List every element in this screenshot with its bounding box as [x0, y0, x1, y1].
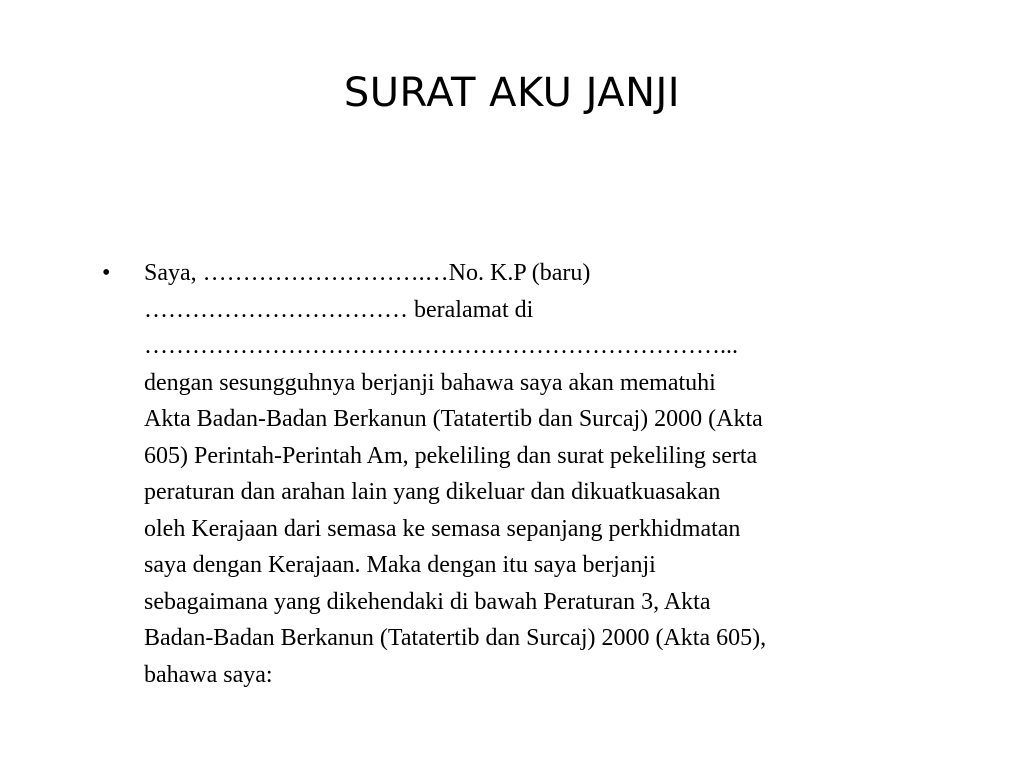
bullet-text — [144, 255, 959, 693]
text-line: 605) Perintah-Perintah Am, pekeliling dan surat pekeliling serta — [144, 442, 758, 469]
bullet-item — [102, 255, 962, 693]
text-line: sebagaimana yang dikehendaki di bawah Peraturan 3, Akta — [144, 588, 711, 615]
text-line: bahawa saya: — [144, 661, 273, 688]
text-line: …………………………… beralamat di — [144, 296, 534, 323]
text-line: Badan-Badan Berkanun (Tatatertib dan Surcaj) 2000 (Akta 605), — [144, 625, 767, 651]
slide-body — [102, 255, 962, 693]
slide-title: SURAT AKU JANJI — [343, 70, 681, 116]
text-line: ………………………………………………………………... — [144, 333, 738, 359]
text-line: oleh Kerajaan dari semasa ke semasa sepanjang perkhidmatan — [144, 515, 741, 542]
bullet-icon: • — [102, 260, 111, 286]
text-line: Saya, ……………………….…No. K.P (baru) — [144, 260, 591, 286]
text-line: dengan sesungguhnya berjanji bahawa saya akan mematuhi — [144, 369, 716, 396]
text-line: peraturan dan arahan lain yang dikeluar dan dikuatkuasakan — [144, 479, 721, 505]
text-line: saya dengan Kerajaan. Maka dengan itu saya berjanji — [144, 552, 656, 578]
text-line: Akta Badan-Badan Berkanun (Tatatertib dan Surcaj) 2000 (Akta — [144, 406, 763, 432]
